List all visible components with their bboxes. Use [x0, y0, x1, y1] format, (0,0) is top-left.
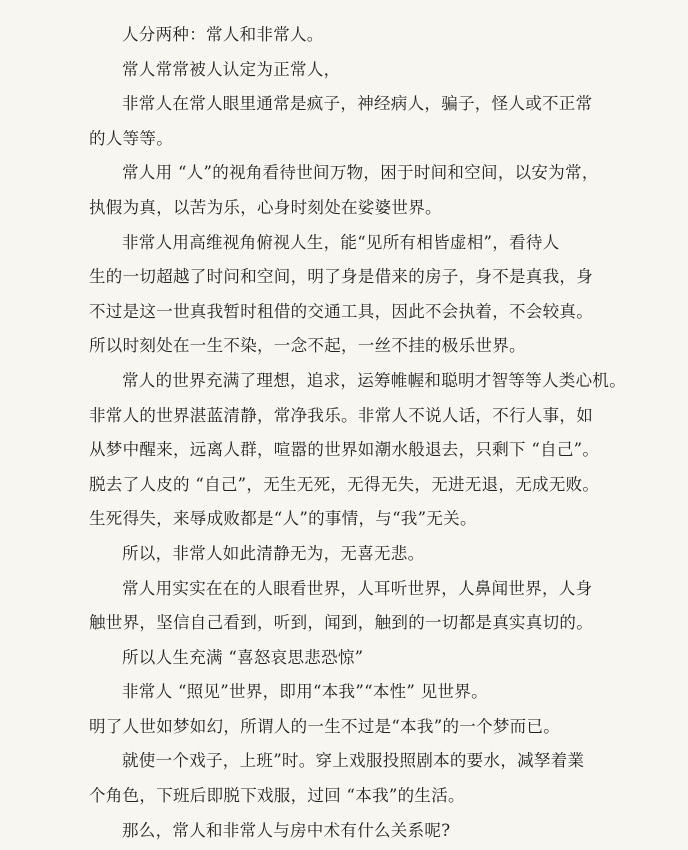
paragraph: [0, 675, 688, 744]
paragraph: [0, 156, 688, 225]
text-line: 那么，常人和非常人与房中术有什么关系呢?: [122, 820, 451, 840]
paragraph: [0, 87, 688, 156]
text-line: 非常人 “照见”世界，即用“本我”“本性” 见世界。: [122, 682, 488, 702]
paragraph: [0, 226, 688, 364]
text-line: 明了人世如梦如幻，所谓人的一生不过是“本我”的一个梦而已。: [89, 716, 561, 736]
paragraph: [0, 364, 688, 537]
text-line: 从梦中醒来，远离人群，喧嚣的世界如潮水般退去，只剩下 “自己”。: [89, 440, 600, 460]
text-line: 脱去了人皮的 “自己”，无生无死，无得无失，无进无退，无成无败。: [89, 474, 600, 494]
text-line: 触世界，坚信自己看到，听到，闻到，触到的一切都是真实真切的。: [89, 613, 593, 633]
text-line: 生的一切超越了时问和空间，明了身是借来的房子，身不是真我，身: [89, 267, 593, 287]
text-line: 常人用实实在在的人眼看世界，人耳听世界，人鼻闻世界，人身: [122, 578, 593, 598]
text-line: 人分两种：常人和非常人。: [122, 25, 324, 44]
text-line: 所以，非常人如此清静无为，无喜无悲。: [122, 543, 425, 563]
text-line: 生死得失，来辱成败都是“人”的事情，与“我”无关。: [89, 509, 477, 529]
text-line: 个角色，下班后即脱下戏服，过回 “本我”的生活。: [89, 786, 465, 806]
paragraph: [0, 18, 688, 53]
paragraph: [0, 641, 688, 676]
text-line: 常人用 “人”的视角看待世间万物，困于时间和空间，以安为常，: [122, 163, 599, 183]
text-line: 常人的世界充满了理想，追求，运筹帷幄和聪明才智等等人类心机。: [122, 370, 626, 390]
text-line: 执假为真，以苦为乐，心身时刻处在娑婆世界。: [89, 197, 442, 217]
text-line: 常人常常被人认定为正常人，: [122, 59, 341, 79]
paragraph: [0, 53, 688, 88]
text-line: 所以人生充满 “喜怒哀思悲恐惊”: [122, 647, 364, 667]
text-line: 就使一个戏子，上班”时。穿上戏服投照剧本的要水，减孥着業: [122, 751, 585, 771]
text-line: 的人等等。: [89, 128, 173, 148]
text-line: 非常人的世界湛蓝清静，常净我乐。非常人不说人话，不行人事，如: [89, 405, 593, 425]
text-line: 所以时刻处在一生不染，一念不起，一丝不挂的极乐世界。: [89, 336, 526, 356]
paragraph: [0, 814, 688, 849]
paragraph: [0, 572, 688, 641]
text-line: 非常人用高维视角俯视人生，能“见所有相皆虚相”，看待人: [122, 232, 560, 252]
text-line: 不过是这一世真我暂时租借的交通工具，因此不会执着，不会较真。: [89, 301, 593, 321]
paragraph: [0, 537, 688, 572]
text-line: 非常人在常人眼里通常是疯子，神经病人，骗子，怪人或不正常: [122, 94, 593, 114]
paragraph: [0, 744, 688, 813]
